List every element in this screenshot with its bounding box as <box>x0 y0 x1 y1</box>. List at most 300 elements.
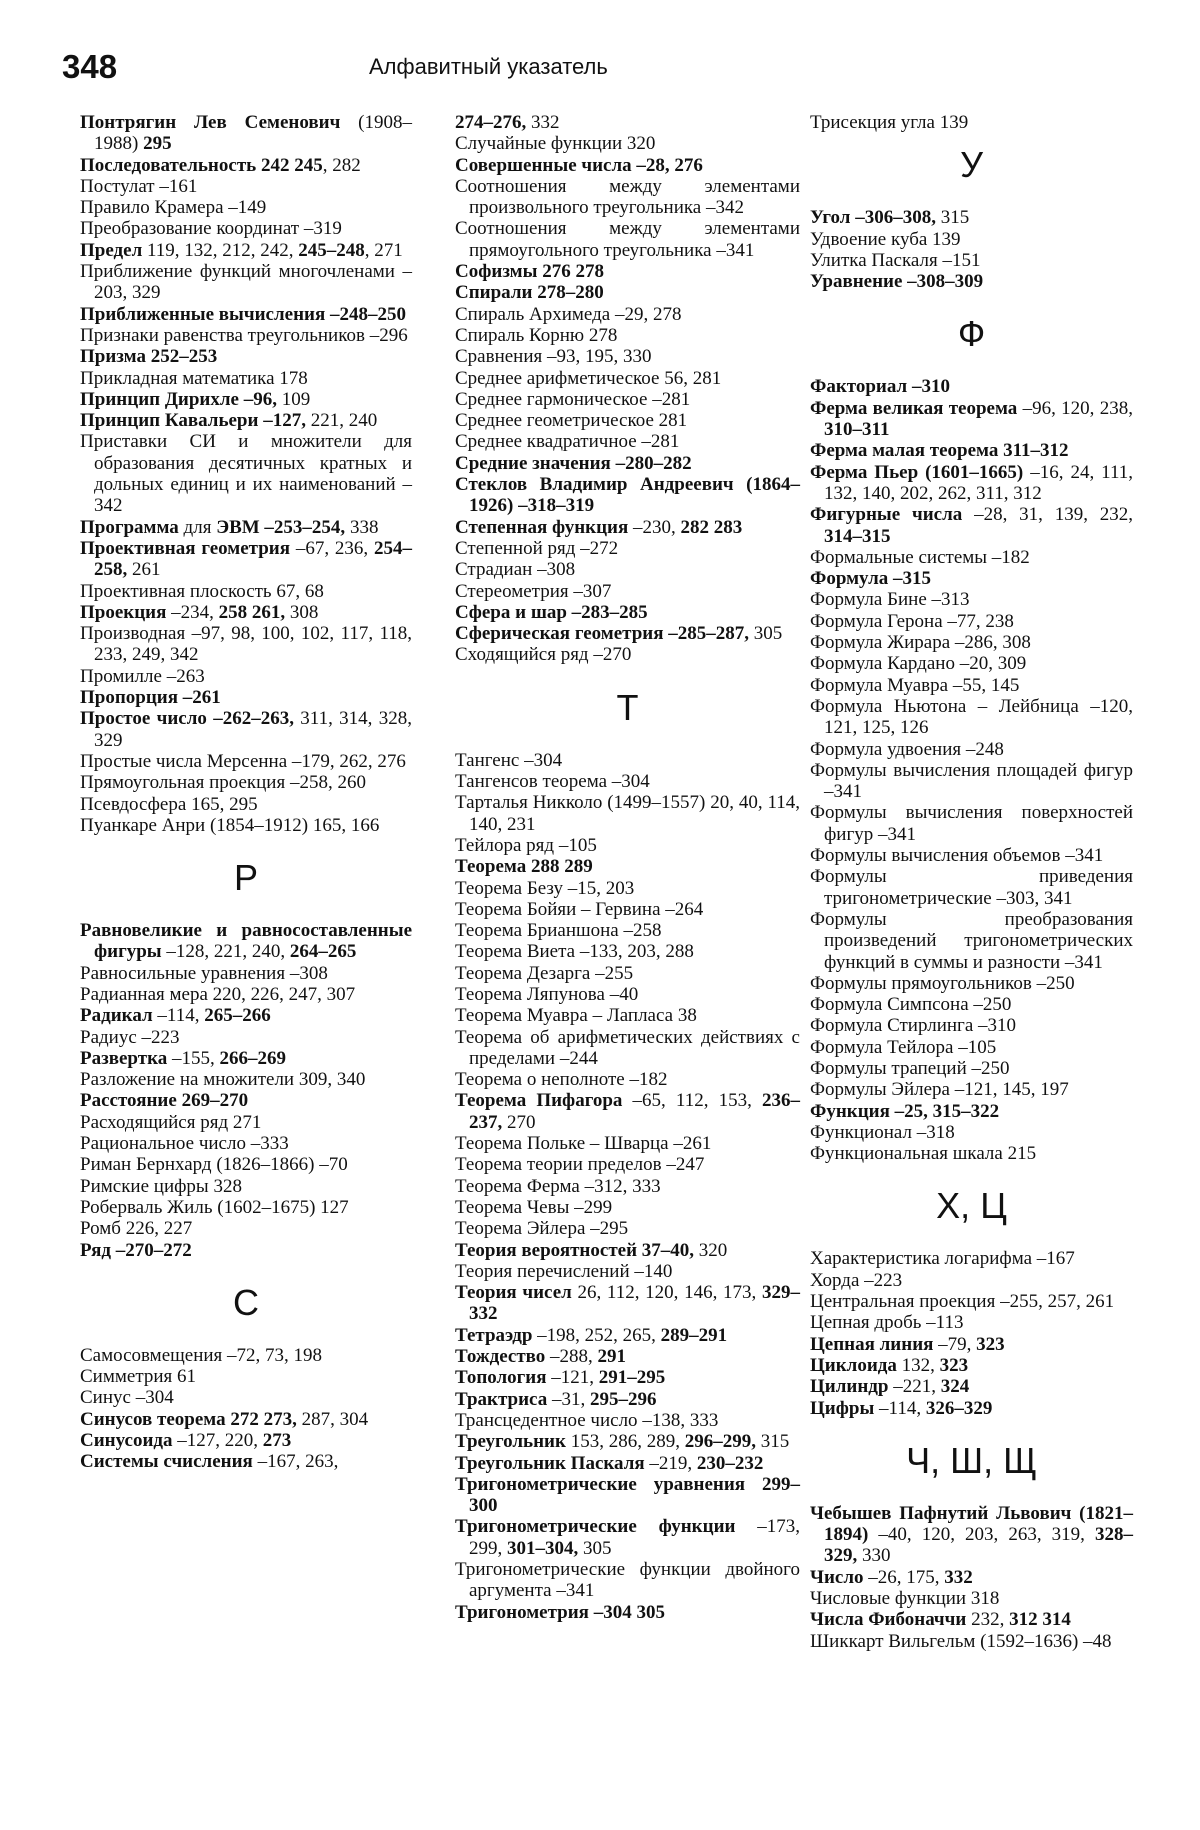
index-pages: 226, 227 <box>120 1218 193 1240</box>
index-term: Характеристика логарифма <box>810 1248 1033 1270</box>
index-pages-main: –127, <box>263 410 306 432</box>
index-entry <box>455 623 800 644</box>
index-pages: 278 <box>584 324 618 346</box>
index-entry <box>455 474 800 517</box>
index-term: Правило Крамера <box>80 197 224 219</box>
index-pages: –167 <box>1032 1248 1075 1270</box>
index-entry <box>810 376 1133 397</box>
index-pages: –341 <box>711 239 755 261</box>
index-term: Спираль Архимеда <box>455 303 611 325</box>
index-pages: –288, <box>545 1346 598 1368</box>
index-term: Теорема Эйлера <box>455 1218 586 1240</box>
index-entry <box>455 1176 800 1197</box>
index-entry <box>80 1048 412 1069</box>
index-pages-main: 245–248 <box>298 239 365 261</box>
index-entry <box>810 504 1133 547</box>
index-pages-main: 264–265 <box>289 941 357 963</box>
index-term: Формула Стирлинга <box>810 1015 974 1037</box>
index-entry <box>80 218 412 239</box>
section-heading: У <box>960 144 983 186</box>
index-term: Тетраэдр <box>455 1324 533 1346</box>
index-term: Радиус <box>80 1026 137 1048</box>
index-entry <box>455 856 800 877</box>
index-term: Цепная дробь <box>810 1312 922 1334</box>
index-pages-main: 278–280 <box>537 282 604 304</box>
index-pages: 139 <box>934 112 969 133</box>
index-term: Синусоида <box>80 1430 173 1452</box>
index-entry <box>455 878 800 899</box>
index-entry <box>455 1559 800 1602</box>
index-pages: –264 <box>660 898 704 920</box>
index-pages: –250 <box>1031 972 1075 994</box>
index-pages: –133, 203, 288 <box>575 941 694 963</box>
index-term: Риман Бернхард <box>80 1154 212 1176</box>
index-entry <box>455 1453 800 1474</box>
index-pages: 132, <box>896 1354 940 1376</box>
index-pages: –341 <box>873 823 917 845</box>
index-entry <box>80 984 412 1005</box>
index-term: Формулы вычисления объемов <box>810 845 1061 867</box>
index-term: Тригонометрия <box>455 1601 589 1623</box>
index-pages: –272 <box>575 537 619 559</box>
index-term: Теорема Муавра – Лапласа <box>455 1005 674 1027</box>
index-entry <box>80 1430 412 1451</box>
index-pages-main: –96, <box>243 388 277 410</box>
index-term: Теорема Чевы <box>455 1196 570 1218</box>
index-pages-tail: 305 <box>578 1537 612 1559</box>
index-pages-main: 296–299, <box>684 1431 756 1453</box>
index-pages: –299 <box>569 1196 613 1218</box>
index-term: Степенная функция <box>455 516 629 538</box>
index-pages: –16, 24, 111, 132, 140, 202, 262, 311, 312 <box>824 461 1134 504</box>
index-pages: –258 <box>618 920 662 942</box>
section-heading: Т <box>616 686 639 728</box>
index-pages: –281 <box>636 431 680 453</box>
index-entry <box>80 1240 412 1261</box>
index-pages-main: –310 <box>911 376 950 398</box>
index-term: Признаки равенства треугольников <box>80 324 365 346</box>
index-term: Цилиндр <box>810 1376 889 1398</box>
index-term: Псевдосфера <box>80 793 187 815</box>
index-entry <box>80 112 412 155</box>
index-pages: –40 <box>604 983 639 1005</box>
index-pages: –105 <box>554 834 597 856</box>
index-term: Сферическая геометрия <box>455 623 664 645</box>
index-entry <box>80 389 412 410</box>
index-entry <box>455 602 800 623</box>
index-pages: 320 <box>622 133 656 155</box>
index-pages: –223 <box>859 1269 903 1291</box>
index-term: Теорема Брианшона <box>455 920 619 942</box>
index-entry <box>80 1090 412 1111</box>
index-entry <box>455 1282 800 1325</box>
index-pages: –65, 112, 153, <box>622 1090 762 1112</box>
index-entry <box>80 197 412 218</box>
index-pages: –149 <box>223 197 267 219</box>
index-entry <box>455 1474 800 1517</box>
index-pages: –341 <box>1060 951 1103 973</box>
index-pages: –128, 221, 240, <box>161 941 290 963</box>
index-term: Удвоение куба <box>810 228 928 250</box>
index-pages-main: –308–309 <box>907 271 984 293</box>
index-pages: 61 <box>172 1366 197 1388</box>
index-pages: –138, 333 <box>637 1409 719 1431</box>
index-entry <box>80 920 412 963</box>
index-pages-main: –270–272 <box>115 1239 192 1261</box>
index-entry <box>80 155 412 176</box>
page-number: 348 <box>62 48 118 85</box>
index-entry <box>80 815 412 836</box>
index-pages: –77, 238 <box>942 610 1014 632</box>
index-pages: –79, <box>933 1333 977 1355</box>
index-entry <box>810 1609 1133 1630</box>
index-pages: –161 <box>154 175 198 197</box>
index-pages: –72, 73, 198 <box>222 1344 323 1366</box>
index-pages: –341 <box>1060 845 1104 867</box>
index-entry <box>80 517 412 538</box>
index-pages-main: –261 <box>182 687 221 709</box>
index-term: Проективная плоскость <box>80 580 272 602</box>
index-entry <box>80 1005 412 1026</box>
index-term: Формулы приведения тригонометрические <box>810 866 1133 909</box>
index-term: Шиккарт Вильгельм <box>810 1630 976 1652</box>
index-term: Тейлора ряд <box>455 834 555 856</box>
index-entry <box>455 984 800 1005</box>
index-pages: –140 <box>629 1260 673 1282</box>
index-pages: –121, 145, 197 <box>949 1079 1069 1101</box>
index-term: Ферма Пьер (1601–1665) <box>810 461 1024 483</box>
index-entry <box>80 538 412 581</box>
index-entry <box>810 994 1133 1015</box>
index-term: Радианная мера <box>80 983 208 1005</box>
index-term: Цепная линия <box>810 1333 934 1355</box>
index-pages: –270 <box>588 644 632 666</box>
index-entry <box>810 1058 1133 1079</box>
index-pages: –308 <box>285 962 328 984</box>
index-entry <box>455 1133 800 1154</box>
index-pages: 26, 112, 120, 146, 173, <box>571 1282 762 1304</box>
index-pages: –261 <box>668 1133 712 1155</box>
index-pages-main: 295–296 <box>589 1388 657 1410</box>
index-pages-main: –280–282 <box>615 452 692 474</box>
index-term: Равновеликие и равносоставленные фигуры <box>80 920 412 963</box>
index-pages: –155, <box>167 1047 220 1069</box>
index-pages: –333 <box>245 1133 289 1155</box>
index-entry <box>810 1631 1133 1652</box>
index-pages-main: ЭВМ –253–254, <box>216 516 346 538</box>
index-term: Теорема Бойяи – Гервина <box>455 898 661 920</box>
index-term: Среднее квадратичное <box>455 431 637 453</box>
index-entry <box>810 1398 1133 1419</box>
index-entry <box>80 1218 412 1239</box>
index-entry <box>455 1154 800 1175</box>
index-pages-main: 230–232 <box>696 1452 764 1474</box>
index-pages-main: 295 <box>143 133 172 155</box>
index-entry <box>810 547 1133 568</box>
index-pages: –342 <box>94 474 413 517</box>
index-pages-main: –25, 315–322 <box>894 1100 1000 1122</box>
index-pages: (1854–1912) 165, 166 <box>205 814 380 836</box>
index-pages: –31, <box>547 1388 590 1410</box>
index-term: Трактриса <box>455 1388 548 1410</box>
index-pages: –114, <box>152 1005 205 1027</box>
index-term: Формула <box>810 568 889 590</box>
index-pages-main: –262–263, <box>213 708 294 730</box>
index-pages-main: –248–250 <box>330 303 407 325</box>
index-term: Теорема Виета <box>455 941 576 963</box>
index-entry <box>455 218 800 261</box>
index-term: Синус <box>80 1387 131 1409</box>
index-entry <box>455 538 800 559</box>
index-term: Формула Герона <box>810 610 943 632</box>
index-pages-main: 291–295 <box>598 1367 666 1389</box>
index-pages-tail: 311, 314, 328, 329 <box>94 708 412 751</box>
index-entry <box>810 1334 1133 1355</box>
index-entry <box>80 1176 412 1197</box>
index-entry <box>455 1197 800 1218</box>
index-term: Проективная геометрия <box>80 537 291 559</box>
index-entry <box>455 410 800 431</box>
index-term: Формула Ньютона – Лейбница <box>810 695 1079 717</box>
index-term: Ряд <box>80 1239 112 1261</box>
index-pages: –15, 203 <box>563 877 635 899</box>
index-entry <box>455 1069 800 1090</box>
index-pages: –234, <box>166 601 219 623</box>
index-term: Чебышев Пафнутий Львович (1821–1894) <box>810 1502 1133 1546</box>
index-entry <box>80 1133 412 1154</box>
index-entry <box>810 1291 1133 1312</box>
index-pages-main: 274–276, <box>455 112 527 133</box>
index-pages: 165, 295 <box>186 793 258 815</box>
index-entry <box>455 368 800 389</box>
index-entry <box>455 1261 800 1282</box>
index-entry <box>455 899 800 920</box>
index-entry <box>455 941 800 962</box>
index-entry <box>80 431 412 516</box>
index-pages: 318 <box>966 1588 1000 1610</box>
index-term: Пуанкаре Анри <box>80 814 206 836</box>
index-entry <box>455 1027 800 1070</box>
index-term: Формула удвоения <box>810 738 962 760</box>
index-pages-tail: 330 <box>857 1545 891 1567</box>
index-pages: –67, 236, <box>290 537 374 559</box>
index-pages-main: 276 278 <box>542 261 604 283</box>
index-entry <box>455 1090 800 1133</box>
index-term: Сравнения <box>455 346 543 368</box>
index-entry <box>810 866 1133 909</box>
index-entry <box>455 1367 800 1388</box>
index-term: Проекция <box>80 601 167 623</box>
index-term: Тангенсов теорема <box>455 771 608 793</box>
index-pages: –303, 341 <box>991 887 1073 909</box>
index-term: Пропорция <box>80 687 179 709</box>
index-term: Формула Жирара <box>810 632 951 654</box>
index-pages-main: –304 305 <box>593 1601 665 1623</box>
index-entry <box>80 1409 412 1430</box>
index-pages-main: 288 289 <box>530 856 593 878</box>
index-entry <box>80 304 412 325</box>
index-term: Формулы вычисления поверхностей фигур <box>810 802 1133 845</box>
index-entry <box>455 1431 800 1452</box>
index-pages-main: 254–258, <box>94 537 412 581</box>
index-pages: –230, <box>628 516 681 538</box>
index-entry <box>80 1112 412 1133</box>
index-pages: 232, <box>966 1609 1010 1631</box>
index-pages: –308 <box>532 559 576 581</box>
index-pages: –20, 309 <box>954 653 1027 675</box>
index-pages: –313 <box>926 589 970 611</box>
index-pages: –296 <box>364 324 408 346</box>
index-entry <box>80 325 412 346</box>
section-heading: Ч, Ш, Щ <box>906 1439 1037 1481</box>
index-term: Формула Бине <box>810 589 927 611</box>
index-entry <box>810 1101 1133 1122</box>
index-entry <box>455 559 800 580</box>
index-entry <box>810 675 1133 696</box>
index-entry <box>810 909 1133 973</box>
index-term: Ферма малая теорема <box>810 440 999 462</box>
index-entry <box>455 112 800 133</box>
index-pages: –341 <box>551 1580 595 1602</box>
index-pages: –173, 299, <box>469 1516 800 1559</box>
index-pages-tail: 261 <box>127 559 161 581</box>
index-pages: –105 <box>953 1036 997 1058</box>
index-term: Совершенные числа <box>455 154 632 176</box>
index-term: Теорема теории пределов <box>455 1154 662 1176</box>
index-pages: –310 <box>973 1015 1017 1037</box>
index-term: Предел <box>80 239 143 261</box>
index-term: Теория перечислений <box>455 1260 630 1282</box>
index-pages-main: 236–237, <box>469 1090 800 1133</box>
index-entry <box>80 708 412 751</box>
index-pages: (1908–1988) <box>94 112 412 155</box>
index-pages-tail: , 282 <box>322 154 361 176</box>
index-pages: –127, 220, <box>172 1430 263 1452</box>
index-term: Формальные системы <box>810 546 988 568</box>
index-pages-main: 299–300 <box>469 1473 800 1517</box>
index-entry <box>455 1240 800 1261</box>
index-pages: –312, 333 <box>579 1175 661 1197</box>
index-entry <box>455 771 800 792</box>
index-entry <box>810 1079 1133 1100</box>
index-term: Синусов теорема <box>80 1408 226 1430</box>
index-term: Фигурные числа <box>810 504 963 526</box>
index-term: Римские цифры <box>80 1175 209 1197</box>
index-pages: –247 <box>661 1154 705 1176</box>
index-pages-main: 282 283 <box>680 516 743 538</box>
index-term: Постулат <box>80 175 155 197</box>
index-term: Формулы прямоугольников <box>810 972 1032 994</box>
index-pages: –307 <box>568 580 612 602</box>
index-entry <box>455 325 800 346</box>
index-term: Роберваль Жиль <box>80 1196 213 1218</box>
index-pages: для <box>178 516 217 538</box>
index-term: Топология <box>455 1367 547 1389</box>
index-term: Угол <box>810 207 851 229</box>
index-term: Формулы трапеций <box>810 1057 967 1079</box>
index-term: Функционал <box>810 1121 912 1143</box>
index-entry <box>80 240 412 261</box>
index-pages: –295 <box>585 1218 629 1240</box>
index-term: Теорема Ляпунова <box>455 983 605 1005</box>
index-term: Приближенные вычисления <box>80 303 326 325</box>
index-term: Принцип Дирихле <box>80 388 239 410</box>
index-pages: –97, 98, 100, 102, 117, 118, 233, 249, 342 <box>94 623 412 666</box>
index-pages: –341 <box>824 781 862 803</box>
index-entry <box>810 207 1133 228</box>
index-entry <box>810 1503 1133 1567</box>
index-pages: –114, <box>874 1397 926 1419</box>
index-pages: –93, 195, 330 <box>542 346 652 368</box>
index-entry <box>80 623 412 666</box>
index-entry <box>810 398 1133 441</box>
index-pages: 220, 226, 247, 307 <box>207 983 356 1005</box>
index-term: Разложение на множители <box>80 1069 295 1091</box>
index-pages-tail: 332 <box>526 112 560 133</box>
index-term: Трансцедентное число <box>455 1409 638 1431</box>
index-pages-main: 329–332 <box>469 1282 800 1325</box>
index-term: Рациональное число <box>80 1133 246 1155</box>
index-pages-main: 272 273, <box>230 1408 297 1430</box>
section-heading: Р <box>233 857 258 899</box>
index-term: Развертка <box>80 1047 168 1069</box>
index-entry <box>80 687 412 708</box>
index-pages: –26, 175, <box>863 1566 945 1588</box>
index-pages-main: 312 314 <box>1009 1609 1071 1631</box>
index-entry <box>455 133 800 154</box>
index-pages-main: 328–329, <box>824 1524 1133 1567</box>
index-term: Понтрягин Лев Семенович <box>80 112 341 133</box>
index-term: Приближение функций многочленами <box>80 261 395 283</box>
index-pages: –255, 257, 261 <box>995 1291 1115 1313</box>
index-pages-tail: 305 <box>749 623 783 645</box>
index-entry <box>80 666 412 687</box>
index-entry <box>810 1312 1133 1333</box>
index-pages: (1826–1866) –70 <box>211 1154 348 1176</box>
index-term: Тарталья Никколо <box>455 792 603 814</box>
index-pages: –250 <box>968 994 1012 1016</box>
index-term: Теория вероятностей <box>455 1239 638 1261</box>
index-term: Прямоугольная проекция <box>80 772 286 794</box>
index-pages-main: 265–266 <box>204 1005 271 1027</box>
index-pages: –318 <box>912 1121 955 1143</box>
index-pages: –319 <box>299 218 342 240</box>
index-entry <box>80 1197 412 1218</box>
index-entry <box>80 1387 412 1408</box>
index-entry <box>810 845 1133 866</box>
index-pages-main: 314–315 <box>824 525 891 547</box>
index-pages: 38 <box>673 1005 697 1027</box>
index-entry <box>80 602 412 623</box>
index-pages-tail: 270 <box>502 1111 536 1133</box>
index-pages: –263 <box>161 665 205 687</box>
index-term: Среднее геометрическое <box>455 410 654 432</box>
index-term: Соотношения между элементами прямоугольного треугольника <box>455 218 800 261</box>
index-entry <box>810 1122 1133 1143</box>
index-term: Призма <box>80 346 146 368</box>
index-entry <box>810 1248 1133 1269</box>
index-entry <box>455 431 800 452</box>
index-entry <box>455 453 800 474</box>
index-entry <box>810 696 1133 739</box>
index-term: Простые числа Мерсенна <box>80 750 288 772</box>
index-term: Случайные функции <box>455 133 623 155</box>
index-term: Теорема Пифагора <box>455 1090 623 1112</box>
index-entry <box>80 346 412 367</box>
index-pages: (1602–1675) 127 <box>212 1196 349 1218</box>
index-term: Сфера и шар <box>455 601 567 623</box>
index-term: Теорема о неполноте <box>455 1069 625 1091</box>
